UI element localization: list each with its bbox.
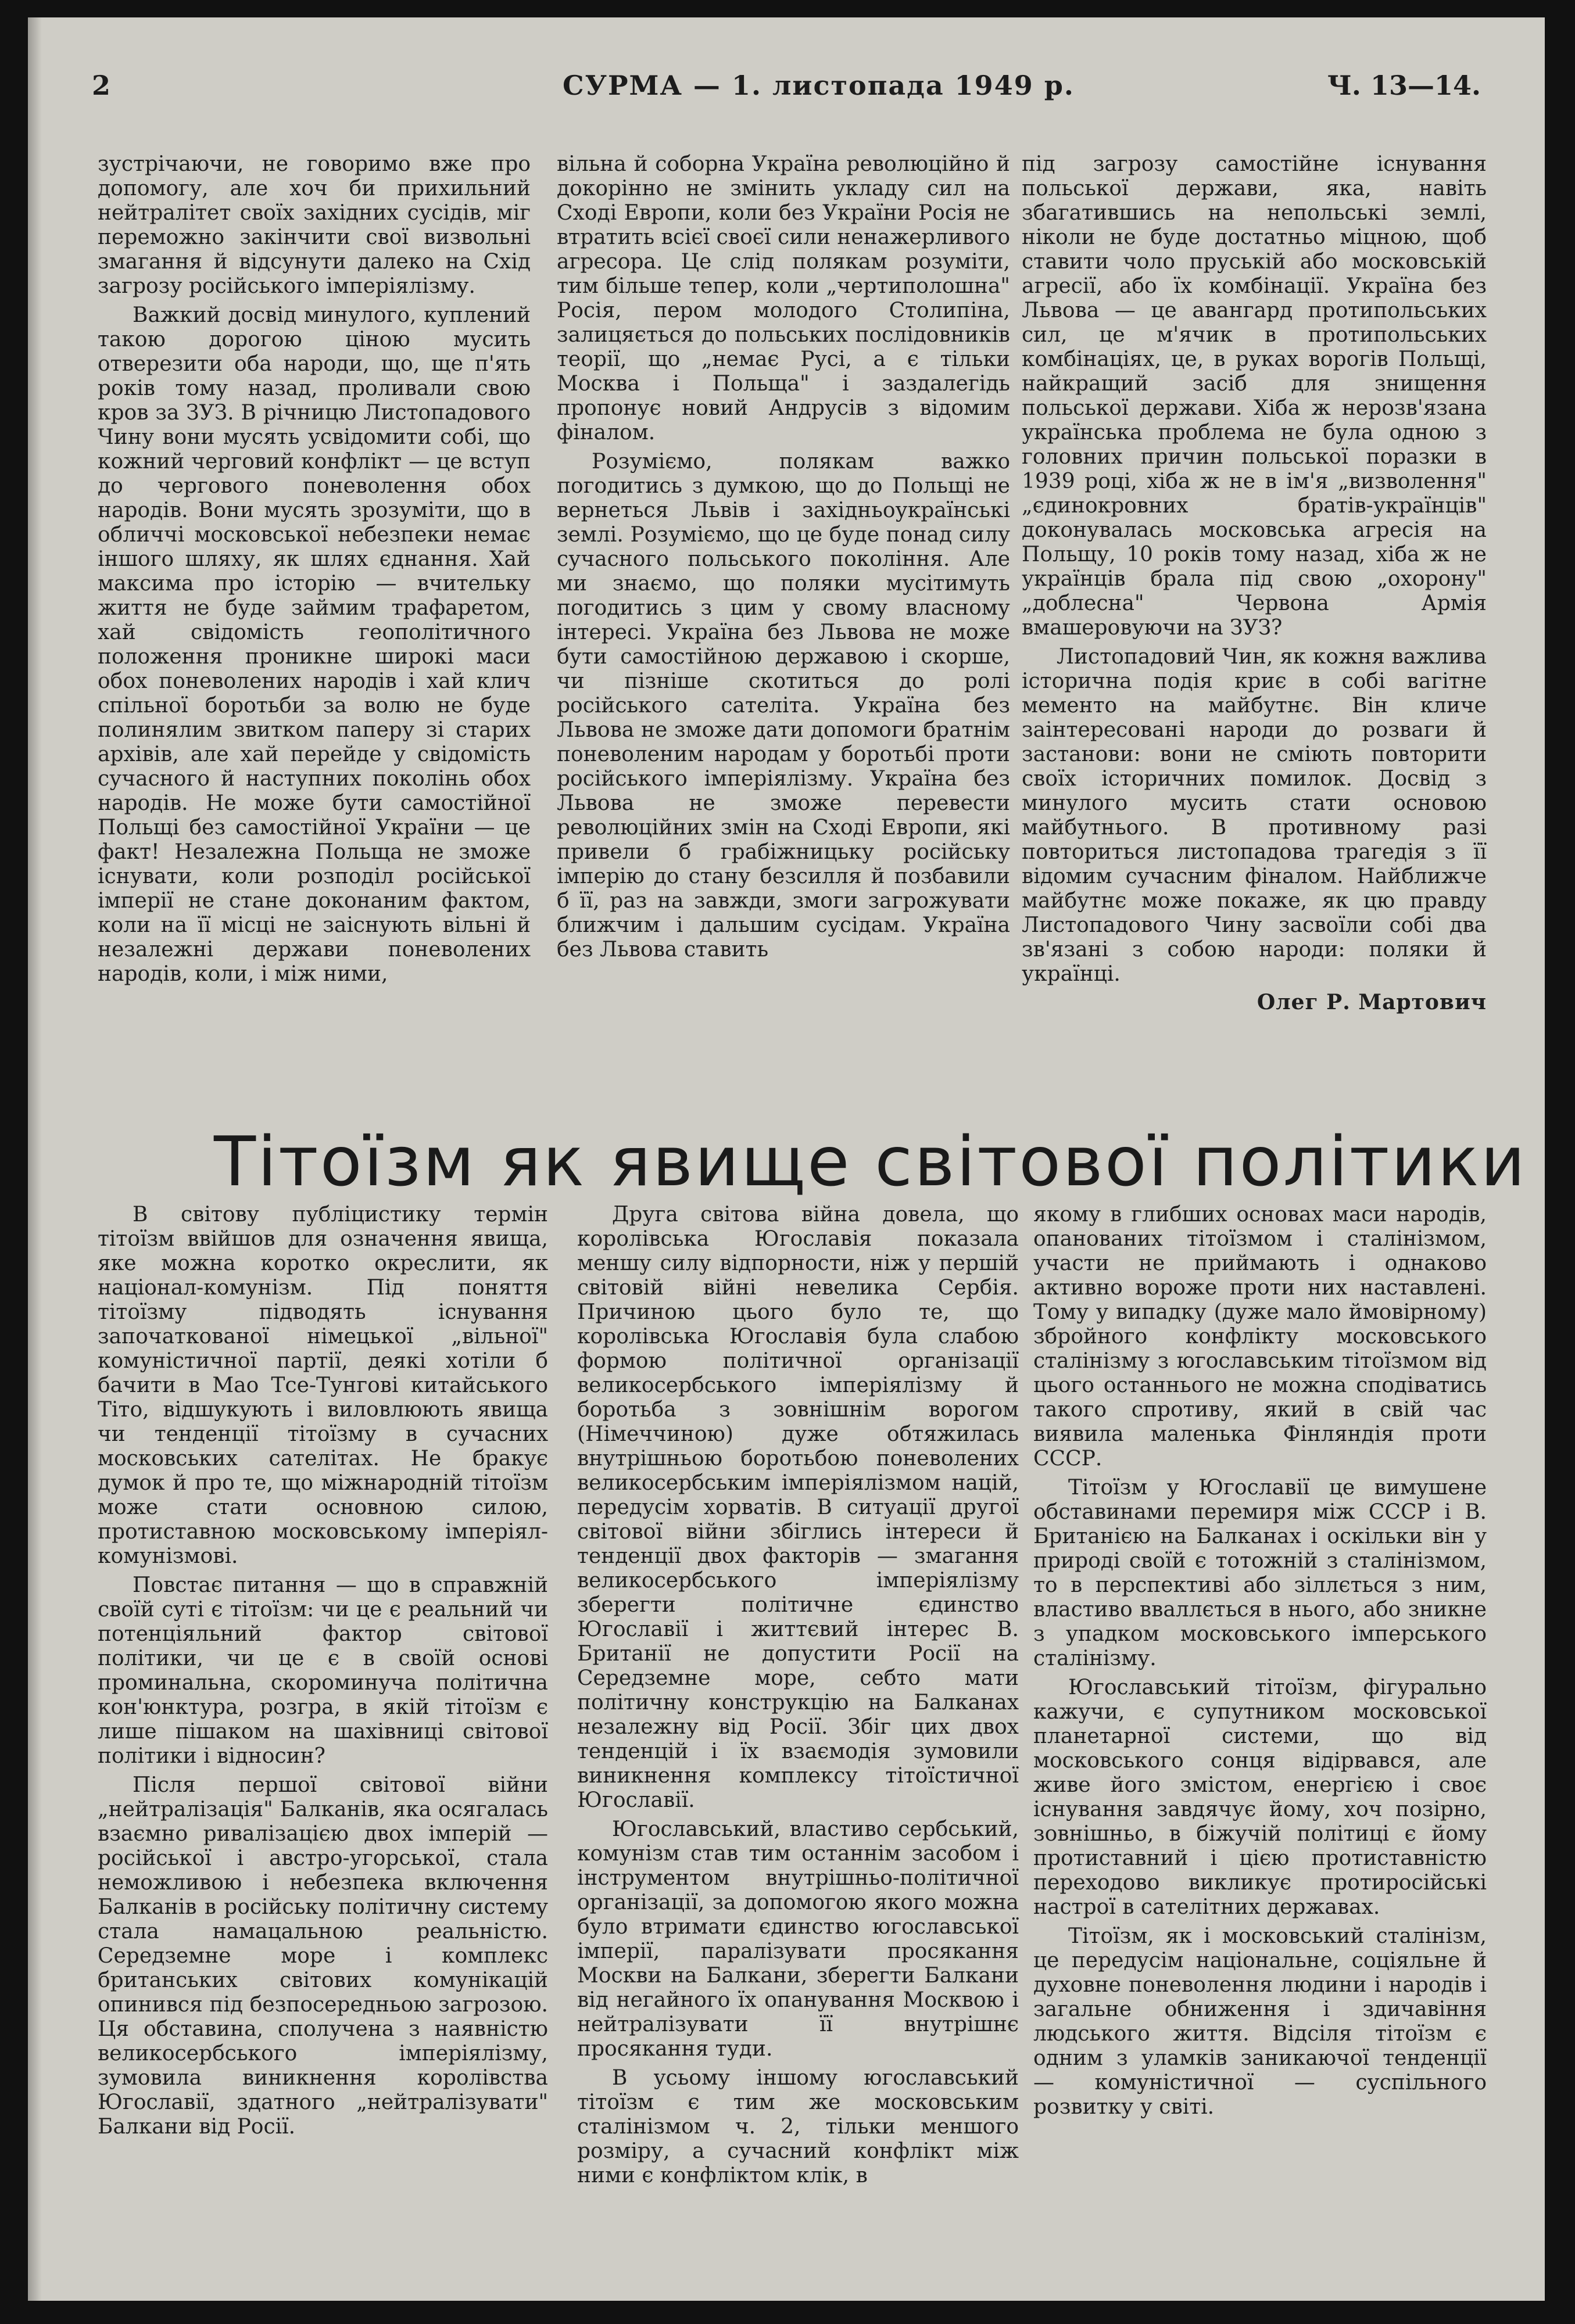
paragraph: якому в глибших основах маси народів, опанованих тітоїзмом і сталінізмом, участи не приймають і однаково активно вороже проти них наставлені. Тому у випадку (дуже мало ймовірному) збройного конфлікту московського сталінізму з югославським тітоїзмом від цього останнього не можна сподіватись такого спротиву, який в свій час виявила маленька Фінляндія проти СССР. [1033, 1203, 1487, 1471]
paragraph: вільна й соборна Україна революційно й докорінно не змінить укладу сил на Сході Европи, коли без України Росія не втратить всієї своєї сили ненажерливого агресора. Це слід полякам розуміти, тим більше тепер, коли „чертиполошна" Росія, пером молодого Столипіна, залицяється до польських послідовників теорії, що „немає Русі, а є тільки Москва і Польща" і заздалегідь пропонує новий Андрусів з відомим фіналом. [557, 152, 1010, 444]
issue-number: Ч. 13—14. [1327, 70, 1481, 101]
paragraph: Тітоїзм у Югославії це вимушене обставинами перемиря між СССР і В. Британією на Балканах і оскільки він у природі своїй є тотожній з сталінізмом, то в перспективі або зіллється з ним, властиво вваллється в нього, або зникне з упадком московського імперського сталінізму. [1033, 1476, 1487, 1670]
newspaper-page [28, 17, 1545, 2301]
paragraph: зустрічаючи, не говоримо вже про допомогу, але хоч би прихильний нейтралітет своїх західних сусідів, міг переможно закінчити свої визвольні змагання й відсунути далеко на Схід загрозу російського імперіялізму. [98, 152, 531, 298]
masthead-title: СУРМА — 1. листопада 1949 р. [563, 70, 1075, 101]
article-column-1 [98, 1203, 548, 2266]
paragraph: під загрозу самостійне існування польської держави, яка, навіть збагатившись на непольські землі, ніколи не буде достатньо міцною, щоб ставити чоло пруській або московській агресії, або їх комбінації. Україна без Львова — це авангард протипольських сил, це м'ячик в протипольських комбінаціях, це, в руках ворогів Польщі, найкращий засіб для знищення польської держави. Хіба ж нерозв'язана українська проблема не була одною з головних причин польської поразки в 1939 році, хіба ж не в ім'я „визволення" „єдинокровних братів-українців" доконувалась московська агресія на Польщу, 10 років тому назад, хіба ж не українців брала під свою „охорону" „доблесна" Червона Армія вмашеровуючи на ЗУЗ? [1022, 152, 1487, 640]
top-article-column-1 [98, 152, 531, 1111]
paragraph: В світову публіцистику термін тітоїзм ввійшов для означення явища, яке можна коротко окреслити, як націонал-комунізм. Під поняття тітоїзму підводять існування започаткованої німецької „вільної" комуністичної партії, деякі хотіли б бачити в Мао Тсе-Тунгові китайського Тіто, відшукують і виловлюють явища чи тенденції тітоїзму в сучасних московських сателітах. Не бракує думок й про те, що міжнародній тітоїзм може стати основною силою, протиставною московському імперіял-комунізмові. [98, 1203, 548, 1568]
page-number: 2 [92, 70, 111, 101]
top-article-column-2 [557, 152, 1010, 1111]
page-fold-shadow [28, 17, 42, 2301]
page-header [92, 70, 1481, 110]
paragraph: Важкий досвід минулого, куплений такою дорогою ціною мусить отверезити оба народи, що, ще п'ять років тому назад, проливали свою кров за ЗУЗ. В річницю Листопадового Чину вони мусять усвідомити собі, що кожний черговий конфлікт — це вступ до чергового поневолення обох народів. Вони мусять зрозуміти, що в обличчі московської небезпеки немає іншого шляху, як шлях єднання. Хай максима про історію — вчительку життя не буде займим трафаретом, хай свідомість геополітичного положення проникне широкі маси обох поневолених народів і хай клич спільної боротьби за волю не буде полинялим звитком паперу зі старих архівів, але хай перейде у свідомість сучасного й наступних поколінь обох народів. Не може бути самостійної Польщі без самостійної України — це факт! Незалежна Польща не зможе існувати, коли розподіл російської імперії не стане доконаним фактом, коли на її місці не заіснують вільні й незалежні держави поневолених народів, коли, і між ними, [98, 303, 531, 986]
paragraph: В усьому іншому югославський тітоїзм є тим же московським сталінізмом ч. 2, тільки меншого розміру, а сучасний конфлікт між ними є конфліктом клік, в [577, 2066, 1019, 2187]
author-signature: Олег Р. Мартович [1257, 990, 1487, 1014]
paragraph: Друга світова війна довела, що королівська Югославія показала меншу силу відпорности, ніж у першій світовій війні невелика Сербія. Причиною цього було те, що королівська Югославія була слабою формою політичної організації великосербського імперіялізму й боротьба з зовнішнім ворогом (Німеччиною) дуже обтяжилась внутрішньою боротьбою поневолених великосербським імперіялізмом націй, передусім хорватів. В ситуації другої світової війни збіглись інтереси й тенденції двох факторів — змагання великосербського імперіялізму зберегти політичне єдинство Югославії і життєвий інтерес В. Британії не допустити Росії на Середземне море, себто мати політичну конструкцію на Балканах незалежну від Росії. Збіг цих двох тенденцій і їх взаємодія зумовили виникнення комплексу тітоїстичної Югославії. [577, 1203, 1019, 1812]
article-headline: Тітоїзм як явище світової політики [214, 1121, 1527, 1202]
paragraph: Югославський тітоїзм, фігурально кажучи, є супутником московської планетарної системи, що від московського сонця відірвався, але живе його змістом, енергією і своє існування завдячує йому, хоч позірно, зовнішньо, в біжучій політиці є йому протиставний і цією протиставністю переходово викликує протиросійські настрої в сателітних державах. [1033, 1676, 1487, 1919]
paragraph: Листопадовий Чин, як кожня важлива історична подія криє в собі вагітне мементо на майбутнє. Він кличе заінтересовані народи до розваги й застанови: вони не сміють повторити своїх історичних помилок. Досвід з минулого мусить стати основою майбутнього. В противному разі повториться листопадова трагедія з її відомим сучасним фіналом. Найближче майбутнє може покаже, як цю правду Листопадового Чину засвоїли собі два зв'язані з собою народи: поляки й українці. [1022, 645, 1487, 986]
article-column-3 [1033, 1203, 1487, 2266]
paragraph: Розуміємо, полякам важко погодитись з думкою, що до Польщі не вернеться Львів і західньоукраїнські землі. Розуміємо, що це буде понад силу сучасного польського покоління. Але ми знаємо, що поляки мусітимуть погодитись з цим у свому власному інтересі. Україна без Львова не може бути самостійною державою і скорше, чи пізніше скотиться до ролі російського сателіта. Україна без Львова не зможе дати допомоги братнім поневоленим народам у боротьбі проти російського імперіялізму. Україна без Львова не зможе перевести революційних змін на Сході Европи, які привели б грабіжницьку російську імперію до стану безсилля й позбавили б її, раз на завжди, змоги загрожувати ближчим і дальшим сусідам. Україна без Львова ставить [557, 450, 1010, 962]
paragraph: Югославський, властиво сербський, комунізм став тим останнім засобом і інструментом внутрішньо-політичної організації, за допомогою якого можна було втримати єдинство югославської імперії, паралізувати просякання Москви на Балкани, зберегти Балкани від негайного їх опанування Москвою і нейтралізувати її внутрішнє просякання туди. [577, 1817, 1019, 2061]
paragraph: Повстає питання — що в справжній своїй суті є тітоїзм: чи це є реальний чи потенціяльний фактор світової політики, чи це є в своїй основі проминальна, скороминуча політична кон'юнктура, розгра, в якій тітоїзм є лише пішаком на шахівниці світової політики і відносин? [98, 1573, 548, 1768]
paragraph: Тітоїзм, як і московський сталінізм, це передусім національне, соціяльне й духовне поневолення людини і народів і загальне обниження і здичавіння людського життя. Відсіля тітоїзм є одним з уламків заникаючої тенденції — комуністичної — суспільного розвитку у світі. [1033, 1924, 1487, 2119]
article-column-2 [577, 1203, 1019, 2266]
top-article-column-3 [1022, 152, 1487, 1111]
paragraph: Після першої світової війни „нейтралізація" Балканів, яка осягалась взаємно ривалізацією двох імперій — російської і австро-угорської, стала неможливою і небезпека включення Балканів в російську політичну систему стала намацальною реальністю. Середземне море і комплекс британських світових комунікацій опинився під безпосередньою загрозою. Ця обставина, сполучена з наявністю великосербського імперіялізму, зумовила виникнення королівства Югославії, здатного „нейтралізувати" Балкани від Росії. [98, 1773, 548, 2139]
